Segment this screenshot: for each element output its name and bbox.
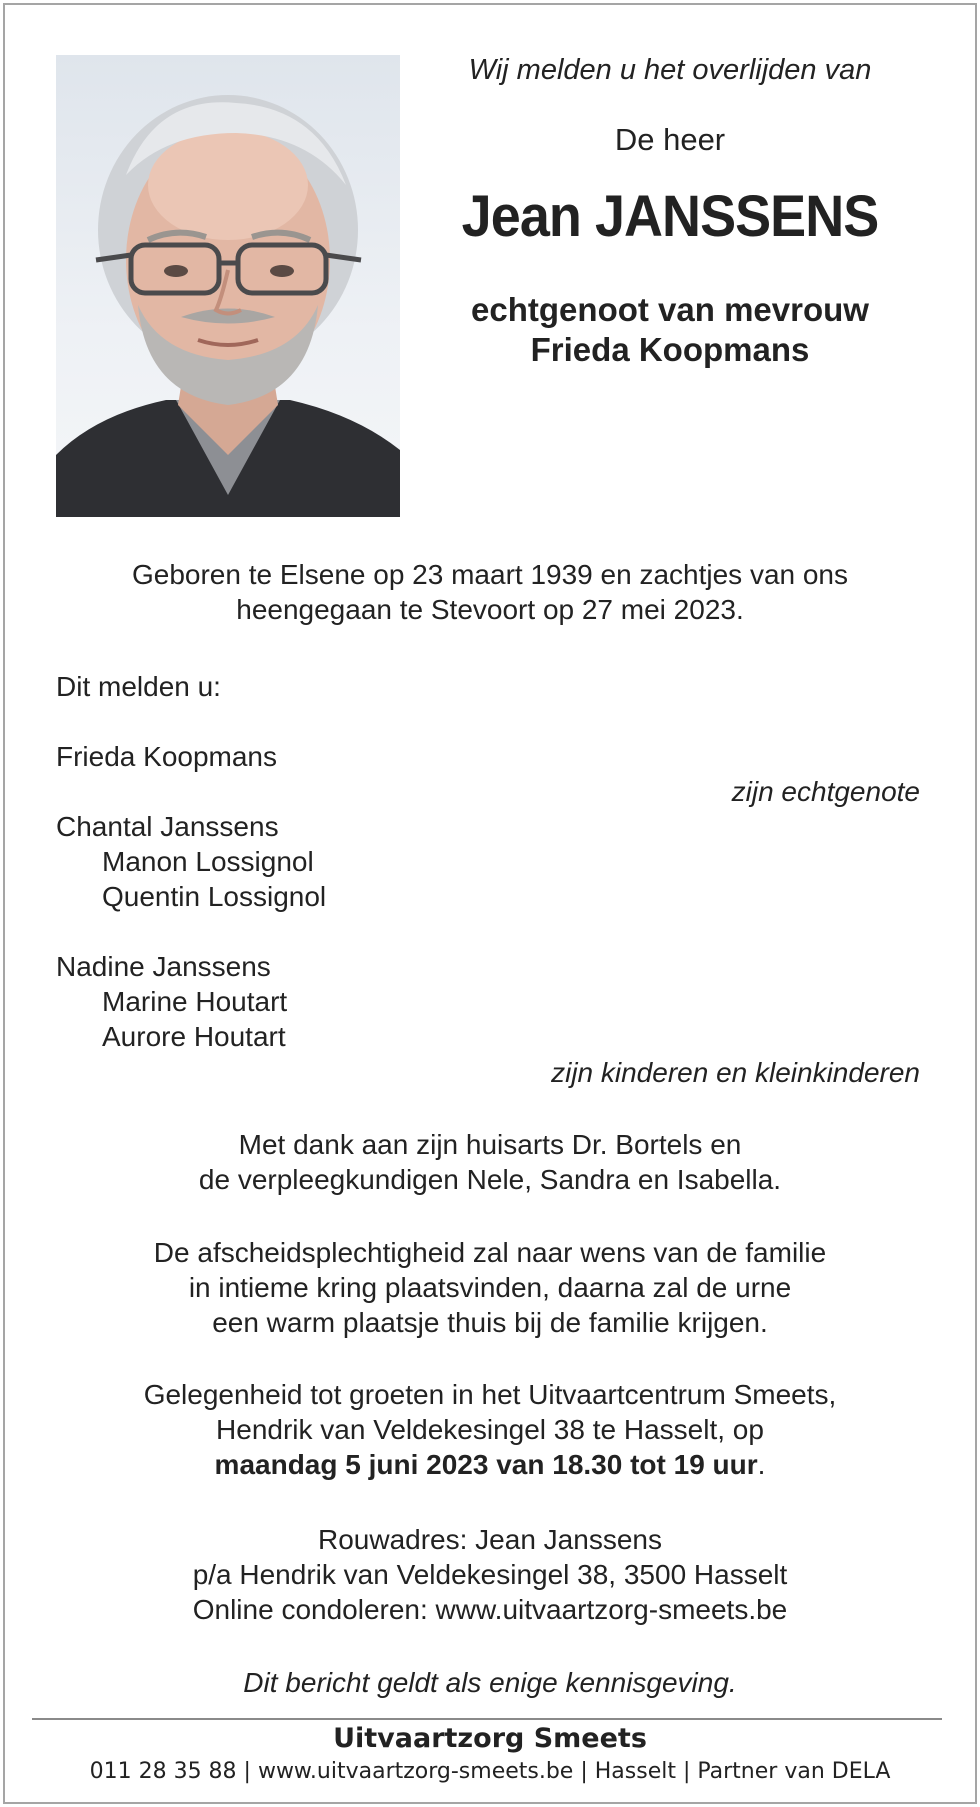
grandchild-name: Aurore Houtart	[102, 1021, 286, 1052]
family-spouse-role: zijn echtgenote	[731, 776, 920, 807]
visitation-line-2: Hendrik van Veldekesingel 38 te Hasselt, op	[216, 1414, 764, 1445]
family-spouse-name: Frieda Koopmans	[56, 741, 278, 772]
contact-section	[50, 1522, 930, 1627]
family-children-role: zijn kinderen en kleinkinderen	[551, 1057, 920, 1088]
visitation-period: .	[757, 1449, 766, 1480]
footer-divider	[32, 1718, 942, 1720]
deceased-name: Jean JANSSENS	[461, 184, 879, 249]
condolence-link[interactable]: Online condoleren: www.uitvaartzorg-smeets.be	[192, 1594, 788, 1625]
thanks-line-1: Met dank aan zijn huisarts Dr. Bortels en	[238, 1129, 742, 1160]
portrait-photo	[56, 55, 400, 517]
contact-line-2: p/a Hendrik van Veldekesingel 38, 3500 Hasselt	[192, 1559, 788, 1590]
visitation-line-3	[50, 1447, 930, 1482]
honorific: De heer	[614, 122, 726, 157]
footer-info: 011 28 35 88 | www.uitvaartzorg-smeets.be | Hasselt | Partner van DELA	[89, 1759, 891, 1784]
grandchild-name: Marine Houtart	[102, 986, 288, 1017]
ceremony-section	[50, 1235, 930, 1340]
visitation-line-1: Gelegenheid tot groeten in het Uitvaartcentrum Smeets,	[143, 1379, 837, 1410]
spouse-line-2: Frieda Koopmans	[530, 331, 810, 368]
announcement-header	[420, 50, 920, 370]
visitation-section	[50, 1377, 930, 1482]
visitation-date-time: maandag 5 juni 2023 van 18.30 tot 19 uur	[214, 1449, 758, 1480]
child-name: Nadine Janssens	[56, 951, 271, 982]
intro-text: Wij melden u het overlijden van	[468, 54, 872, 86]
notice-text: Dit bericht geldt als enige kennisgeving.	[243, 1667, 737, 1698]
portrait-illustration	[56, 55, 400, 517]
birth-info	[50, 557, 930, 627]
birth-line-2: heengegaan te Stevoort op 27 mei 2023.	[236, 594, 744, 625]
ceremony-line-1: De afscheidsplechtigheid zal naar wens van de familie	[153, 1237, 827, 1268]
family-child-1	[56, 809, 926, 914]
grandchild-name: Quentin Lossignol	[102, 881, 327, 912]
grandchild-name: Manon Lossignol	[102, 846, 314, 877]
ceremony-line-3: een warm plaatsje thuis bij de familie krijgen.	[212, 1307, 768, 1338]
spouse-line-1: echtgenoot van mevrouw	[471, 291, 869, 328]
thanks-section	[50, 1127, 930, 1197]
thanks-line-2: de verpleegkundigen Nele, Sandra en Isabella.	[198, 1164, 782, 1195]
birth-line-1: Geboren te Elsene op 23 maart 1939 en zachtjes van ons	[131, 559, 849, 590]
family-intro: Dit melden u:	[56, 671, 221, 702]
child-name: Chantal Janssens	[56, 811, 279, 842]
ceremony-line-2: in intieme kring plaatsvinden, daarna zal de urne	[188, 1272, 792, 1303]
family-child-2	[56, 949, 926, 1054]
contact-line-1: Rouwadres: Jean Janssens	[318, 1524, 662, 1555]
footer-company: Uitvaartzorg Smeets	[333, 1723, 647, 1754]
